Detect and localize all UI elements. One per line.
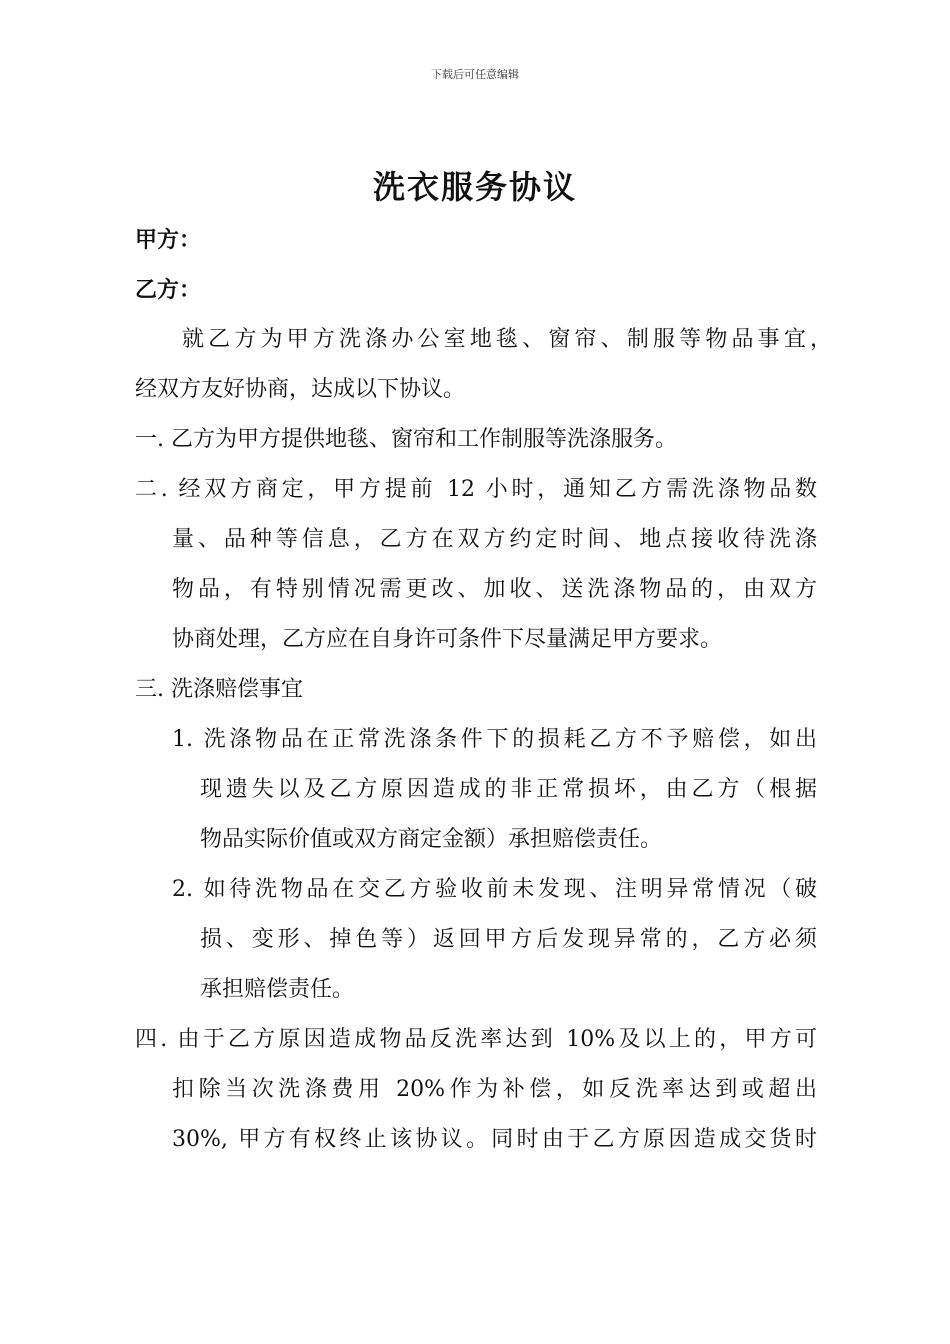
intro-line-1: 就乙方为甲方洗涤办公室地毯、窗帘、制服等物品事宜，: [182, 327, 832, 352]
clause-3-item-2-line-1: 2. 如待洗物品在交乙方验收前未发现、注明异常情况（破: [172, 877, 817, 902]
party-a-label: 甲方：: [135, 227, 202, 253]
clause-3-item-1-line-1: 1. 洗涤物品在正常洗涤条件下的损耗乙方不予赔偿，如出: [172, 727, 817, 752]
clause-2-line-3: 物品，有特别情况需更改、加收、送洗涤物品的，由双方: [172, 577, 817, 602]
clause-3-item-1-line-2: 现遗失以及乙方原因造成的非正常损坏，由乙方（根据: [200, 777, 817, 802]
clause-2-line-2: 量、品种等信息，乙方在双方约定时间、地点接收待洗涤: [172, 527, 817, 552]
clause-3-item-1-line-3: 物品实际价值或双方商定金额）承担赔偿责任。: [200, 827, 663, 852]
clause-3-item-2-line-3: 承担赔偿责任。: [200, 977, 355, 1002]
intro-line-2: 经双方友好协商，达成以下协议。: [135, 377, 466, 402]
header-note: 下载后可任意编辑: [431, 68, 519, 81]
clause-4-line-2: 扣除当次洗涤费用 20%作为补偿，如反洗率达到或超出: [172, 1077, 817, 1102]
party-b-label: 乙方：: [135, 277, 202, 303]
document-title: 洗衣服务协议: [372, 168, 577, 206]
clause-3-heading: 三. 洗涤赔偿事宜: [135, 677, 303, 702]
clause-4-line-1: 四. 由于乙方原因造成物品反洗率达到 10%及以上的，甲方可: [135, 1027, 817, 1052]
clause-4-line-3: 30%, 甲方有权终止该协议。同时由于乙方原因造成交货时: [172, 1127, 817, 1152]
clause-2-line-4: 协商处理，乙方应在自身许可条件下尽量满足甲方要求。: [172, 627, 723, 652]
clause-2-line-1: 二. 经双方商定，甲方提前 12 小时，通知乙方需洗涤物品数: [135, 477, 817, 502]
clause-3-item-2-line-2: 损、变形、掉色等）返回甲方后发现异常的，乙方必须: [200, 927, 817, 952]
clause-1: 一. 乙方为甲方提供地毯、窗帘和工作制服等洗涤服务。: [135, 427, 677, 452]
